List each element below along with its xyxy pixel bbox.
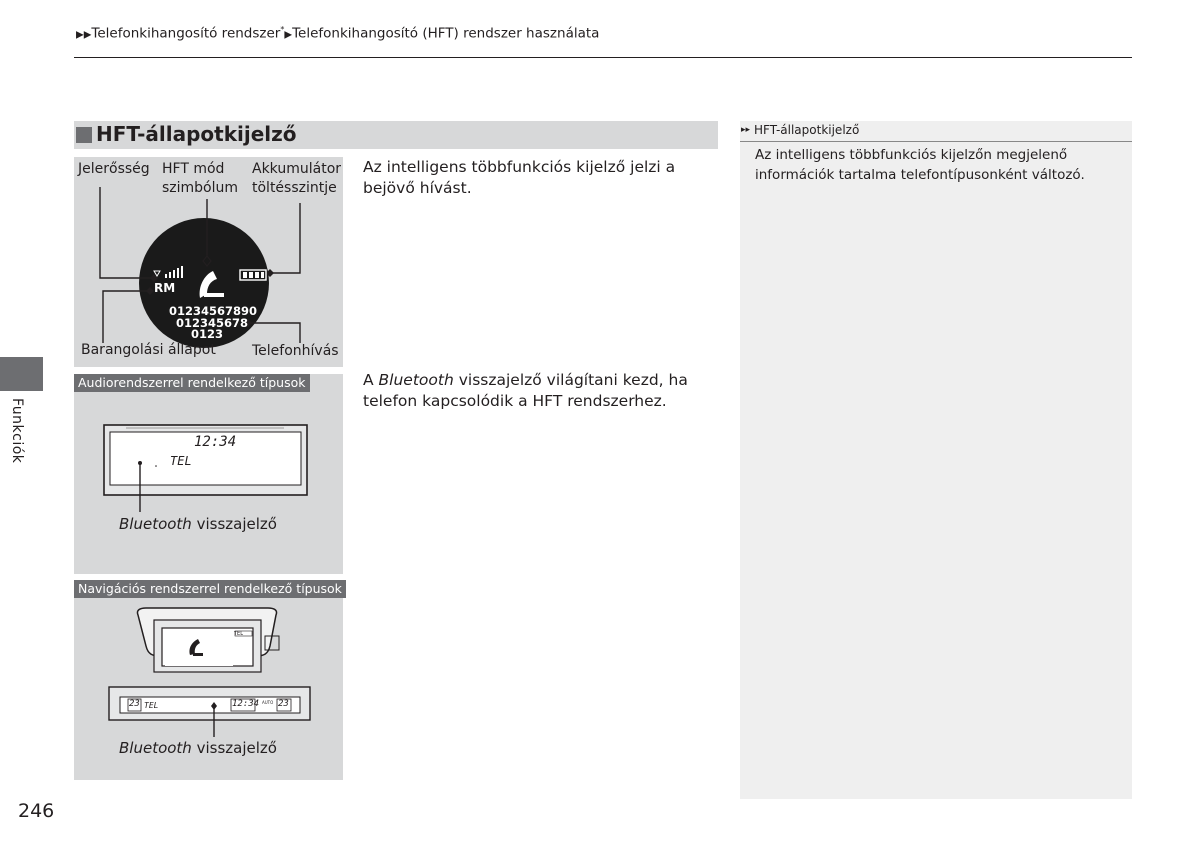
- left-temperature: 23: [129, 699, 140, 709]
- bluetooth-indicator-label: Bluetooth visszajelző: [119, 515, 277, 533]
- hft-mode-label-line1: HFT mód: [162, 161, 225, 177]
- audio-display-illustration: [74, 374, 343, 574]
- right-temperature: 23: [278, 699, 289, 709]
- figure-caption: Navigációs rendszerrel rendelkező típusok: [74, 580, 346, 598]
- heading-square-icon: [76, 127, 92, 143]
- header-divider: [74, 57, 1132, 58]
- arrow-icon: ▶: [284, 29, 293, 41]
- page-number: 246: [18, 800, 55, 822]
- phone-number-line2: 012345678: [176, 316, 249, 330]
- note-body: Az intelligens többfunkciós kijelzőn megjelenő információk tartalma telefontípusonként változó.: [755, 147, 1085, 183]
- section-title: HFT-állapotkijelző: [96, 122, 297, 146]
- roaming-indicator: RM: [154, 281, 176, 295]
- chapter-tab-label: Funkciók: [9, 398, 25, 464]
- double-arrow-icon: ▶▶: [76, 29, 92, 41]
- note-title: HFT-állapotkijelző: [754, 123, 860, 137]
- hft-status-figure: [74, 157, 343, 367]
- section-heading: [74, 121, 718, 149]
- phone-call-label: Telefonhívás: [252, 343, 339, 359]
- tel-display: TEL: [144, 701, 159, 710]
- roaming-label: Barangolási állapot: [81, 342, 216, 358]
- battery-label-line2: töltésszintje: [252, 180, 337, 196]
- screen-tel-indicator: TEL: [234, 631, 243, 637]
- signal-strength-label: Jelerősség: [78, 161, 150, 177]
- clock-display: 12:34: [194, 434, 237, 450]
- note-arrow-icon: ▸▸: [741, 125, 751, 135]
- phone-number-line3: 0123: [191, 327, 224, 341]
- breadcrumb-item: Telefonkihangosító rendszer: [91, 25, 281, 42]
- bluetooth-indicator-label: Bluetooth visszajelző: [119, 739, 277, 757]
- asterisk-mark: *: [280, 25, 285, 34]
- breadcrumb: [76, 25, 599, 42]
- paragraph-bluetooth: A Bluetooth visszajelző világítani kezd, ha telefon kapcsolódik a HFT rendszerhez.: [363, 371, 688, 410]
- clock-display: 12:34: [232, 699, 260, 709]
- chapter-tab: [0, 357, 43, 391]
- figure-caption: Audiorendszerrel rendelkező típusok: [74, 374, 310, 392]
- battery-label-line1: Akkumulátor: [252, 161, 342, 177]
- navigation-system-figure: [74, 580, 343, 780]
- paragraph-incoming-call: Az intelligens többfunkciós kijelző jelzi a bejövő hívást.: [363, 158, 676, 197]
- breadcrumb-item: Telefonkihangosító (HFT) rendszer használata: [292, 25, 600, 42]
- tel-display: TEL: [170, 454, 192, 468]
- hft-mode-label-line2: szimbólum: [162, 180, 239, 196]
- note-heading: [740, 121, 1132, 142]
- phone-number-line1: 01234567890: [169, 304, 258, 318]
- audio-system-figure: [74, 374, 343, 574]
- auto-indicator: AUTO: [262, 700, 274, 705]
- side-note: [740, 121, 1132, 799]
